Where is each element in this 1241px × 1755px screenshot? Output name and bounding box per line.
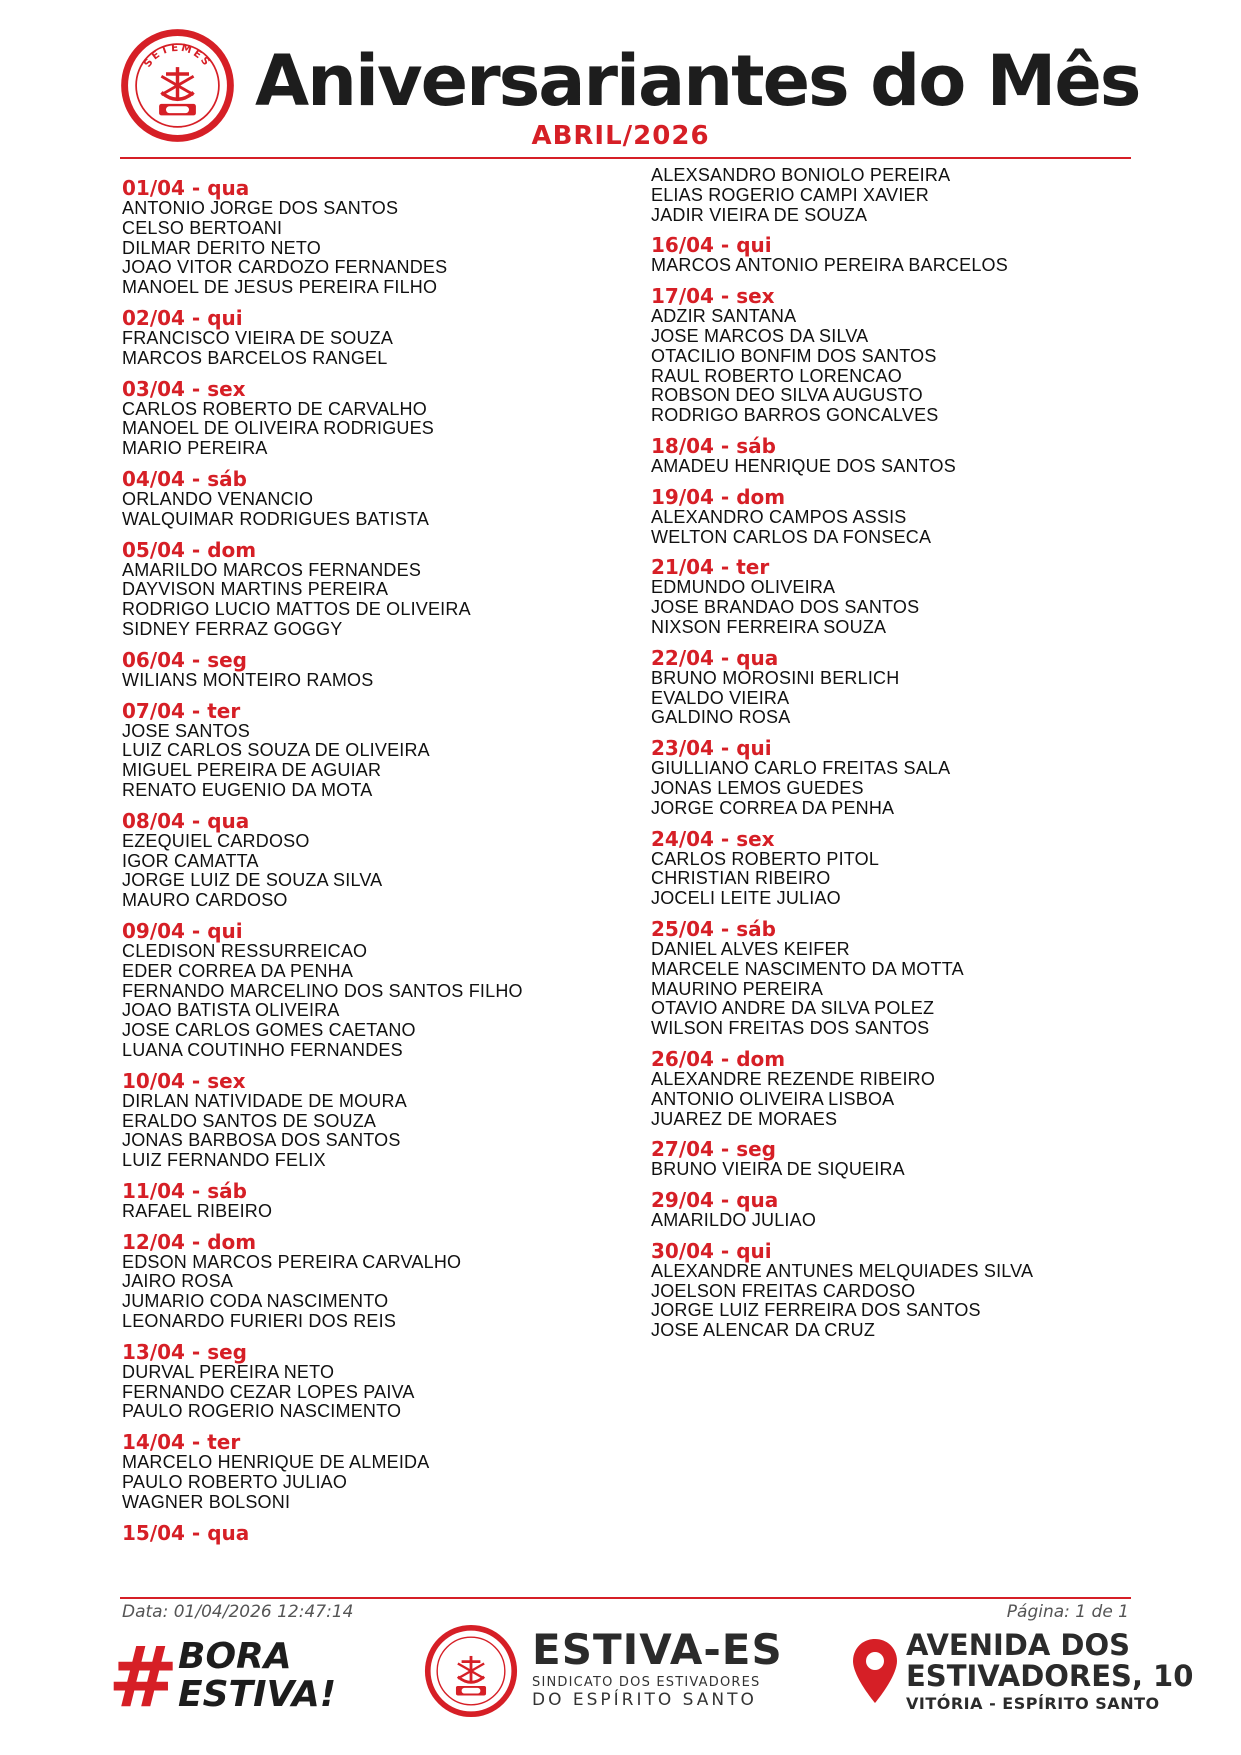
person-name: EVALDO VIEIRA: [651, 687, 790, 708]
day-heading: 15/04 - qua: [122, 1520, 250, 1545]
print-date: Data: 01/04/2026 12:47:14: [122, 1602, 354, 1622]
union-fullname-line1: SINDICATO DOS ESTIVADORES: [532, 1675, 761, 1690]
day-heading: 07/04 - ter: [122, 698, 241, 723]
day-heading: 03/04 - sex: [122, 376, 246, 401]
header-divider: [120, 157, 1131, 159]
address-block: [906, 1630, 1193, 1713]
person-name: MARCELE NASCIMENTO DA MOTTA: [651, 958, 964, 979]
person-name: CHRISTIAN RIBEIRO: [651, 868, 831, 889]
person-name: EDER CORREA DA PENHA: [122, 960, 354, 981]
union-fullname-line2: DO ESPÍRITO SANTO: [532, 1690, 757, 1710]
page-title: Aniversariantes do Mês: [255, 40, 1140, 122]
day-group: [122, 1180, 642, 1222]
person-name: ALEXANDRE REZENDE RIBEIRO: [651, 1068, 936, 1089]
day-heading: 09/04 - qui: [122, 918, 243, 943]
day-heading: 26/04 - dom: [651, 1046, 786, 1071]
person-name: ERALDO SANTOS DE SOUZA: [122, 1110, 377, 1131]
day-heading: 16/04 - qui: [651, 233, 772, 258]
day-group: [651, 556, 1171, 637]
day-heading: 08/04 - qua: [122, 808, 250, 833]
person-name: EDMUNDO OLIVEIRA: [651, 577, 836, 598]
day-heading: 18/04 - sáb: [651, 433, 776, 458]
month-subtitle: ABRIL/2026: [531, 121, 710, 151]
person-name: ADZIR SANTANA: [651, 306, 797, 327]
person-name: JONAS LEMOS GUEDES: [651, 777, 864, 798]
day-heading: 27/04 - seg: [651, 1137, 776, 1162]
person-name: JOSE MARCOS DA SILVA: [651, 325, 869, 346]
person-name: JOCELI LEITE JULIAO: [651, 888, 841, 909]
person-name: MARIO PEREIRA: [122, 438, 268, 459]
person-name: JONAS BARBOSA DOS SANTOS: [122, 1130, 401, 1151]
person-name: ELIAS ROGERIO CAMPI XAVIER: [651, 184, 929, 205]
person-name: DURVAL PEREIRA NETO: [122, 1361, 335, 1382]
day-group: [122, 1522, 642, 1544]
person-name: RODRIGO LUCIO MATTOS DE OLIVEIRA: [122, 599, 471, 620]
person-name: LUIZ CARLOS SOUZA DE OLIVEIRA: [122, 740, 430, 761]
day-heading: 24/04 - sex: [651, 826, 775, 851]
person-name: DANIEL ALVES KEIFER: [651, 938, 850, 959]
day-heading: 12/04 - dom: [122, 1229, 257, 1254]
person-name: AMARILDO JULIAO: [651, 1210, 817, 1231]
day-heading: 29/04 - qua: [651, 1188, 779, 1213]
person-name: LEONARDO FURIERI DOS REIS: [122, 1311, 397, 1332]
person-name: FERNANDO CEZAR LOPES PAIVA: [122, 1381, 415, 1402]
hashtag-word-bora: BORA: [178, 1636, 292, 1677]
person-name: JOAO BATISTA OLIVEIRA: [122, 1000, 340, 1021]
person-name: CELSO BERTOANI: [122, 217, 283, 238]
person-name: JOSE SANTOS: [122, 720, 250, 741]
person-name: WELTON CARLOS DA FONSECA: [651, 526, 932, 547]
person-name: EZEQUIEL CARDOSO: [122, 830, 310, 851]
person-name: RODRIGO BARROS GONCALVES: [651, 405, 939, 426]
page-number: Página: 1 de 1: [1006, 1602, 1129, 1622]
day-group: [122, 378, 642, 459]
day-group: [122, 649, 642, 691]
person-name: JOSE BRANDAO DOS SANTOS: [651, 597, 920, 618]
day-group: [122, 1231, 642, 1332]
person-name: ROBSON DEO SILVA AUGUSTO: [651, 385, 923, 406]
day-heading: 19/04 - dom: [651, 484, 786, 509]
day-group: [651, 435, 1171, 477]
person-name: MARCOS BARCELOS RANGEL: [122, 347, 388, 368]
person-name: GIULLIANO CARLO FREITAS SALA: [651, 758, 951, 779]
person-name: OTAVIO ANDRE DA SILVA POLEZ: [651, 998, 935, 1019]
person-name: JORGE CORREA DA PENHA: [651, 797, 895, 818]
person-name: DILMAR DERITO NETO: [122, 237, 321, 258]
person-name: AMARILDO MARCOS FERNANDES: [122, 559, 422, 580]
person-name: DAYVISON MARTINS PEREIRA: [122, 579, 389, 600]
person-name: CARLOS ROBERTO PITOL: [651, 848, 880, 869]
day-heading: 11/04 - sáb: [122, 1178, 247, 1203]
day-group: [122, 307, 642, 369]
day-group: [651, 486, 1171, 548]
day-group: [651, 828, 1171, 909]
day-group: [651, 1240, 1171, 1341]
person-name: ANTONIO JORGE DOS SANTOS: [122, 198, 399, 218]
day-heading: 04/04 - sáb: [122, 466, 247, 491]
person-name: WILIANS MONTEIRO RAMOS: [122, 669, 374, 690]
day-group: [651, 1138, 1171, 1180]
day-group: [651, 918, 1171, 1039]
day-group: [651, 1048, 1171, 1129]
day-group: [122, 1070, 642, 1171]
person-name: RAFAEL RIBEIRO: [122, 1200, 273, 1221]
person-name: JOSE ALENCAR DA CRUZ: [651, 1320, 876, 1341]
address-city: VITÓRIA - ESPÍRITO SANTO: [906, 1694, 1160, 1713]
day-group: [651, 234, 1171, 276]
person-name: ANTONIO OLIVEIRA LISBOA: [651, 1088, 895, 1109]
person-name: ALEXANDRE ANTUNES MELQUIADES SILVA: [651, 1260, 1034, 1281]
day-group: [122, 468, 642, 530]
day-heading: 30/04 - qui: [651, 1238, 772, 1263]
person-name: JORGE LUIZ DE SOUZA SILVA: [122, 870, 383, 891]
hashtag-word-estiva: ESTIVA!: [178, 1674, 337, 1715]
person-name: PAULO ROBERTO JULIAO: [122, 1472, 348, 1493]
day-heading: 14/04 - ter: [122, 1430, 241, 1455]
person-name: LUIZ FERNANDO FELIX: [122, 1150, 326, 1171]
person-name: SIDNEY FERRAZ GOGGY: [122, 618, 343, 639]
person-name: EDSON MARCOS PEREIRA CARVALHO: [122, 1251, 462, 1272]
person-name: CLEDISON RESSURREICAO: [122, 940, 368, 961]
day-heading: 22/04 - qua: [651, 645, 779, 670]
person-name: JORGE LUIZ FERREIRA DOS SANTOS: [651, 1300, 981, 1321]
person-name: GALDINO ROSA: [651, 707, 791, 728]
address-line2: ESTIVADORES, 10: [906, 1659, 1194, 1693]
day-group: [651, 1189, 1171, 1231]
day-heading: 06/04 - seg: [122, 647, 247, 672]
person-name: ALEXSANDRO BONIOLO PEREIRA: [651, 165, 951, 185]
person-name: JAIRO ROSA: [122, 1271, 234, 1292]
day-heading: 23/04 - qui: [651, 736, 772, 761]
hashtag-icon: #: [108, 1628, 179, 1726]
day-group: [122, 1431, 642, 1512]
person-name: FERNANDO MARCELINO DOS SANTOS FILHO: [122, 980, 523, 1001]
person-name: ALEXANDRO CAMPOS ASSIS: [651, 506, 907, 527]
day-group: [122, 539, 642, 640]
person-name: JOELSON FREITAS CARDOSO: [651, 1280, 916, 1301]
person-name: ORLANDO VENANCIO: [122, 488, 314, 509]
day-group: [651, 285, 1171, 426]
person-name: PAULO ROGERIO NASCIMENTO: [122, 1401, 402, 1422]
day-heading: 10/04 - sex: [122, 1068, 246, 1093]
day-heading: 17/04 - sex: [651, 284, 775, 309]
person-name: MAURO CARDOSO: [122, 890, 288, 911]
person-name: FRANCISCO VIEIRA DE SOUZA: [122, 327, 394, 348]
svg-text:SETEMES: SETEMES: [141, 41, 214, 70]
map-pin-icon: [850, 1637, 900, 1707]
person-name: BRUNO MOROSINI BERLICH: [651, 667, 900, 688]
day-group-continued: [651, 166, 1171, 225]
day-group: [122, 920, 642, 1061]
person-name: OTACILIO BONFIM DOS SANTOS: [651, 345, 937, 366]
day-heading: 01/04 - qua: [122, 176, 250, 200]
person-name: RAUL ROBERTO LORENCAO: [651, 365, 902, 386]
address-line1: AVENIDA DOS: [906, 1628, 1131, 1662]
page-header: [0, 0, 1241, 160]
person-name: MARCELO HENRIQUE DE ALMEIDA: [122, 1452, 430, 1473]
person-name: WALQUIMAR RODRIGUES BATISTA: [122, 508, 430, 529]
person-name: JOAO VITOR CARDOZO FERNANDES: [122, 257, 448, 278]
person-name: MARCOS ANTONIO PEREIRA BARCELOS: [651, 255, 1008, 276]
day-heading: 05/04 - dom: [122, 537, 257, 562]
day-heading: 13/04 - seg: [122, 1339, 247, 1364]
person-name: BRUNO VIEIRA DE SIQUEIRA: [651, 1159, 905, 1180]
person-name: IGOR CAMATTA: [122, 850, 259, 871]
person-name: MAURINO PEREIRA: [651, 978, 824, 999]
union-logo-icon: [424, 1624, 518, 1718]
person-name: AMADEU HENRIQUE DOS SANTOS: [651, 455, 956, 476]
day-heading: 02/04 - qui: [122, 305, 243, 330]
day-group: [122, 177, 642, 298]
day-group: [122, 1341, 642, 1422]
hashtag-bora-estiva: [108, 1628, 338, 1726]
person-name: MIGUEL PEREIRA DE AGUIAR: [122, 760, 382, 781]
person-name: WAGNER BOLSONI: [122, 1491, 291, 1512]
person-name: JUAREZ DE MORAES: [651, 1108, 838, 1129]
person-name: RENATO EUGENIO DA MOTA: [122, 779, 373, 800]
day-group: [122, 700, 642, 801]
day-group: [122, 810, 642, 911]
person-name: MANOEL DE JESUS PEREIRA FILHO: [122, 277, 438, 298]
birthday-column-right: [651, 166, 1171, 1350]
person-name: DIRLAN NATIVIDADE DE MOURA: [122, 1090, 407, 1111]
person-name: JOSE CARLOS GOMES CAETANO: [122, 1020, 416, 1041]
day-heading: 21/04 - ter: [651, 555, 770, 580]
day-group: [651, 647, 1171, 728]
person-name: LUANA COUTINHO FERNANDES: [122, 1039, 403, 1060]
person-name: MANOEL DE OLIVEIRA RODRIGUES: [122, 418, 435, 439]
day-group: [651, 737, 1171, 818]
person-name: WILSON FREITAS DOS SANTOS: [651, 1018, 930, 1039]
birthday-column-left: [122, 177, 642, 1553]
person-name: NIXSON FERREIRA SOUZA: [651, 616, 887, 637]
union-name-block: [532, 1627, 783, 1710]
person-name: JADIR VIEIRA DE SOUZA: [651, 204, 868, 225]
day-heading: 25/04 - sáb: [651, 916, 776, 941]
footer-divider: [120, 1597, 1131, 1599]
person-name: CARLOS ROBERTO DE CARVALHO: [122, 398, 427, 419]
union-name: ESTIVA-ES: [532, 1625, 783, 1674]
person-name: JUMARIO CODA NASCIMENTO: [122, 1291, 389, 1312]
